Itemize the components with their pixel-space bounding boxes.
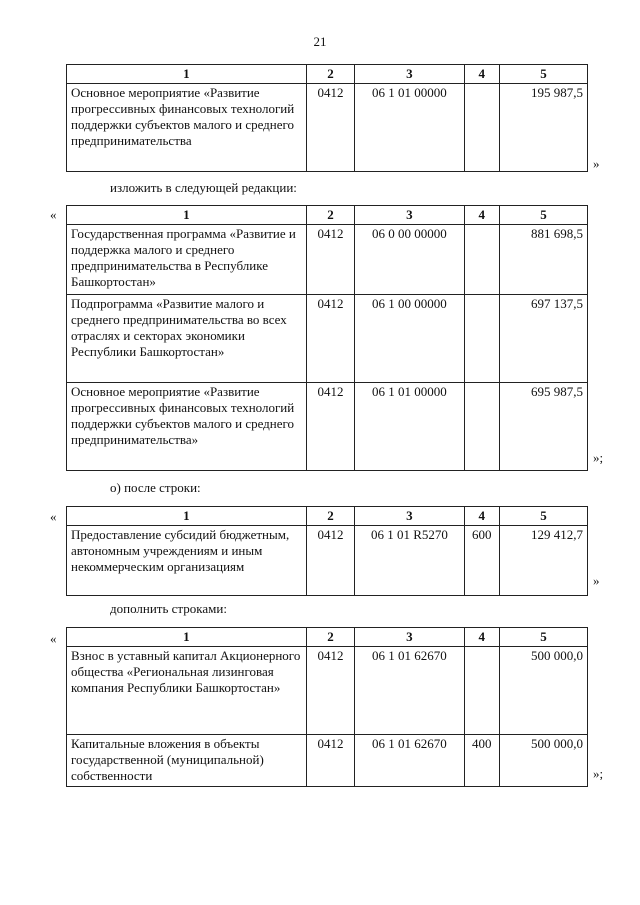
table-row — [67, 225, 588, 295]
header-col-2: 2 — [306, 507, 355, 526]
table-4-block — [66, 627, 588, 787]
open-quote-2: « — [50, 207, 57, 222]
header-col-4: 4 — [464, 507, 499, 526]
table-row — [67, 295, 588, 383]
row-col-2: 0412 — [306, 225, 355, 295]
row-col-2: 0412 — [306, 647, 355, 735]
header-col-5: 5 — [499, 206, 587, 225]
row-col-2: 0412 — [306, 84, 355, 172]
row-name: Взнос в уставный капитал Акционерного общества «Региональная лизинговая компания Республики Башкортостан» — [67, 647, 307, 735]
table-header-row — [67, 628, 588, 647]
row-col-4: 400 — [464, 735, 499, 787]
row-col-4 — [464, 84, 499, 172]
row-col-4 — [464, 647, 499, 735]
row-col-2: 0412 — [306, 383, 355, 471]
header-col-3: 3 — [355, 65, 464, 84]
close-quote-2: »; — [593, 450, 604, 465]
table-header-row — [67, 507, 588, 526]
close-quote-4: »; — [593, 766, 604, 781]
row-col-5: 695 987,5 — [499, 383, 587, 471]
table-header-row — [67, 206, 588, 225]
table-row — [67, 84, 588, 172]
row-col-4 — [464, 295, 499, 383]
open-quote-4: « — [50, 631, 57, 646]
header-col-1: 1 — [67, 65, 307, 84]
row-col-5: 881 698,5 — [499, 225, 587, 295]
row-col-2: 0412 — [306, 526, 355, 596]
row-name: Основное мероприятие «Развитие прогрессивных финансовых технологий поддержки субъектов малого и среднего предпринимательства» — [67, 383, 307, 471]
header-col-4: 4 — [464, 65, 499, 84]
header-col-2: 2 — [306, 65, 355, 84]
table-row — [67, 647, 588, 735]
row-col-5: 129 412,7 — [499, 526, 587, 596]
header-col-2: 2 — [306, 628, 355, 647]
row-col-4: 600 — [464, 526, 499, 596]
table-3-block — [66, 506, 588, 596]
row-col-3: 06 1 01 R5270 — [355, 526, 464, 596]
row-col-3: 06 1 01 62670 — [355, 735, 464, 787]
row-col-4 — [464, 225, 499, 295]
header-col-5: 5 — [499, 507, 587, 526]
table-3 — [66, 506, 588, 596]
header-col-4: 4 — [464, 206, 499, 225]
header-col-4: 4 — [464, 628, 499, 647]
header-col-1: 1 — [67, 628, 307, 647]
row-col-4 — [464, 383, 499, 471]
table-4 — [66, 627, 588, 787]
row-col-2: 0412 — [306, 735, 355, 787]
row-name: Подпрограмма «Развитие малого и среднего предпринимательства во всех отраслях и секторах экономики Республики Башкортостан» — [67, 295, 307, 383]
table-2 — [66, 205, 588, 471]
close-quote-3: » — [593, 573, 600, 588]
table-1 — [66, 64, 588, 172]
row-col-2: 0412 — [306, 295, 355, 383]
header-col-3: 3 — [355, 628, 464, 647]
header-col-5: 5 — [499, 65, 587, 84]
row-col-3: 06 1 01 62670 — [355, 647, 464, 735]
table-header-row — [67, 65, 588, 84]
close-quote-1: » — [593, 156, 600, 171]
header-col-1: 1 — [67, 507, 307, 526]
table-row — [67, 526, 588, 596]
instruction-text-3: дополнить строками: — [110, 601, 227, 616]
table-2-block — [66, 205, 588, 471]
row-col-5: 500 000,0 — [499, 647, 587, 735]
row-col-3: 06 0 00 00000 — [355, 225, 464, 295]
row-col-3: 06 1 01 00000 — [355, 84, 464, 172]
row-col-3: 06 1 01 00000 — [355, 383, 464, 471]
instruction-text-2: о) после строки: — [110, 480, 201, 495]
row-col-5: 195 987,5 — [499, 84, 587, 172]
table-1-block — [66, 64, 588, 172]
header-col-3: 3 — [355, 507, 464, 526]
table-row — [67, 383, 588, 471]
open-quote-3: « — [50, 509, 57, 524]
row-name: Государственная программа «Развитие и поддержка малого и среднего предпринимательства в Республике Башкортостан» — [67, 225, 307, 295]
instruction-text-1: изложить в следующей редакции: — [110, 180, 297, 195]
row-name: Основное мероприятие «Развитие прогрессивных финансовых технологий поддержки субъектов малого и среднего предпринимательства — [67, 84, 307, 172]
row-col-5: 500 000,0 — [499, 735, 587, 787]
table-row — [67, 735, 588, 787]
header-col-1: 1 — [67, 206, 307, 225]
header-col-2: 2 — [306, 206, 355, 225]
row-name: Капитальные вложения в объекты государственной (муниципальной) собственности — [67, 735, 307, 787]
page-number: 21 — [313, 34, 327, 49]
row-col-5: 697 137,5 — [499, 295, 587, 383]
row-col-3: 06 1 00 00000 — [355, 295, 464, 383]
header-col-3: 3 — [355, 206, 464, 225]
header-col-5: 5 — [499, 628, 587, 647]
row-name: Предоставление субсидий бюджетным, автономным учреждениям и иным некоммерческим организациям — [67, 526, 307, 596]
